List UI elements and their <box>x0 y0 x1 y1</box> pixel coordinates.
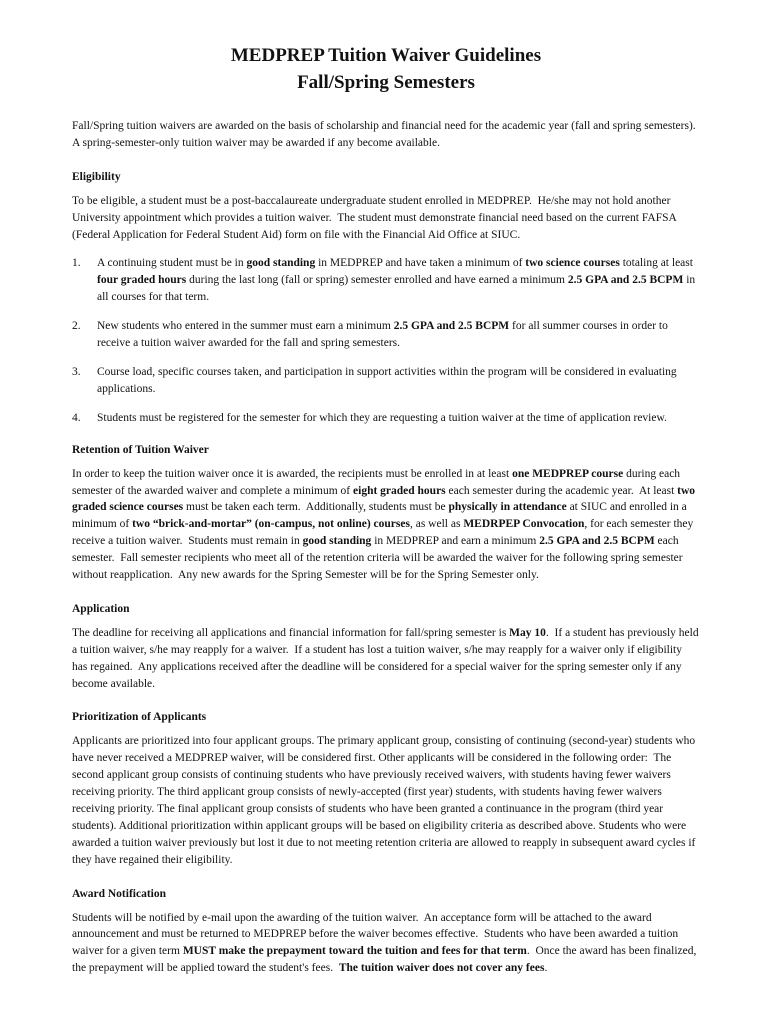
list-item-number: 3. <box>72 365 81 378</box>
award-notification-paragraph: Students will be notified by e-mail upon the awarding of the tuition waiver. An acceptance form will be attached to the award announcement and must be returned to MEDPREP before the waiver becomes effective. Students who have been awarded a tuition waiver for a given term MUST make the prepayment toward the tuition and fees for that term. Once the award has been finalized, the prepayment will be applied toward the student's fees. The tuition waiver does not cover any fees. <box>72 911 700 975</box>
list-item-number: 2. <box>72 320 81 333</box>
list-item-number: 1. <box>72 257 81 270</box>
eligibility-list <box>72 255 700 426</box>
list-item-text: Course load, specific courses taken, and participation in support activities within the program will be considered in evaluating applications. <box>97 365 680 395</box>
section-heading-award-notification: Award Notification <box>72 887 167 900</box>
document-title-line1: MEDPREP Tuition Waiver Guidelines <box>230 45 542 66</box>
section-heading-eligibility: Eligibility <box>72 170 121 183</box>
section-heading-prioritization: Prioritization of Applicants <box>72 711 207 724</box>
application-paragraph: The deadline for receiving all applications and financial information for fall/spring semester is May 10. If a student has previously held a tuition waiver, s/he may reapply for a waiver. If a student has lost a tuition waiver, s/he may reapply for a waiver only if eligibility has regained. Any applications received after the deadline will be considered for a special waiver for the spring semester only if any become available. <box>72 626 702 690</box>
intro-paragraph: Fall/Spring tuition waivers are awarded on the basis of scholarship and financial need for the academic year (fall and spring semesters). A spring-semester-only tuition waiver may be awarded if any become available. <box>72 120 698 149</box>
list-item-number: 4. <box>72 411 81 424</box>
list-item <box>72 255 700 306</box>
prioritization-paragraph: Applicants are prioritized into four applicant groups. The primary applicant group, consisting of continuing (second-year) students who have never received a MEDPREP waiver, will be considered first. Other applicants will be considered in the following order: The second applicant group consists of continuing students who have previously received waivers, with students having fewer waivers receiving priority. The third applicant group consists of newly-accepted (first year) students, with students having fewer waivers receiving priority. The final applicant group consists of students who have been granted a continuance in the program (third year students). Additional prioritization within applicant groups will be based on eligibility criteria as described above. Students who were awarded a tuition waiver previously but lost it due to not meeting retention criteria are allowed to reapply in subsequent award cycles if they have regained their eligibility. <box>72 735 699 866</box>
section-heading-retention: Retention of Tuition Waiver <box>72 443 209 456</box>
section-heading-application: Application <box>72 602 130 615</box>
eligibility-paragraph: To be eligible, a student must be a post-baccalaureate undergraduate student enrolled in MEDPREP. He/she may not hold another University appointment which provides a tuition waiver. The student must demonstrate financial need based on the current FAFSA (Federal Application for Federal Student Aid) form on file with the Financial Aid Office at SIUC. <box>72 194 680 241</box>
retention-paragraph: In order to keep the tuition waiver once it is awarded, the recipients must be enrolled in at least one MEDPREP course during each semester of the awarded waiver and complete a minimum of eight graded hours each semester during the academic year. At least two graded science courses must be taken each term. Additionally, students must be physically in attendance at SIUC and enrolled in a minimum of two “brick-and-mortar” (on-campus, not online) courses, as well as MEDRPEP Convocation, for each semester they receive a tuition waiver. Students must remain in good standing in MEDPREP and earn a minimum 2.5 GPA and 2.5 BCPM each semester. Fall semester recipients who meet all of the retention criteria will be awarded the waiver for the following spring semester without reapplication. Any new awards for the Spring Semester will be for the Spring Semester only. <box>72 467 698 582</box>
document-title-line2: Fall/Spring Semesters <box>297 72 475 93</box>
list-item-text: A continuing student must be in good standing in MEDPREP and have taken a minimum of two science courses totaling at least four graded hours during the last long (fall or spring) semester enrolled and have earned a minimum 2.5 GPA and 2.5 BCPM in all courses for that term. <box>97 257 699 304</box>
list-item <box>72 318 700 352</box>
document-title <box>72 42 700 96</box>
list-item <box>72 410 700 427</box>
list-item-text: Students must be registered for the semester for which they are requesting a tuition waiver at the time of application review. <box>97 411 667 424</box>
list-item-text: New students who entered in the summer must earn a minimum 2.5 GPA and 2.5 BCPM for all summer courses in order to receive a tuition waiver awarded for the fall and spring semesters. <box>97 320 671 350</box>
list-item <box>72 364 700 398</box>
